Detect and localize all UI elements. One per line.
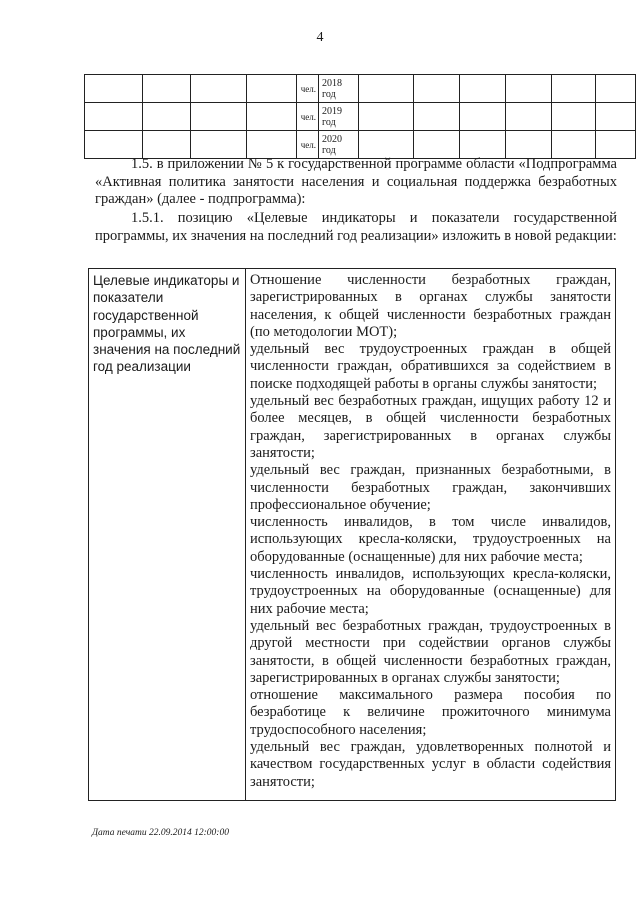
table-row	[85, 103, 636, 131]
table-row	[85, 131, 636, 159]
indicator-item: Отношение численности безработных граждан, зарегистрированных в органах службы занятости населения, к общей численности безработных граждан (по методологии МОТ);	[250, 272, 611, 340]
page-number: 4	[316, 30, 324, 45]
indicator-item: численность инвалидов, использующих кресла-коляски, трудоустроенных на оборудованные (оснащенные) для них рабочие места;	[250, 566, 611, 617]
print-date-footer: Дата печати 22.09.2014 12:00:00	[92, 828, 229, 838]
table-row	[85, 75, 636, 103]
unit-cell: чел.	[297, 103, 319, 131]
indicator-item: численность инвалидов, в том числе инвалидов, использующих кресла-коляски, трудоустроенных на оборудованные (оснащенные) для них рабочие места;	[250, 514, 611, 565]
indicators-table	[88, 268, 616, 801]
year-cell: 2018 год	[319, 75, 359, 103]
year-cell: 2020 год	[319, 131, 359, 159]
unit-cell: чел.	[297, 131, 319, 159]
indicator-item: отношение максимального размера пособия по безработице к величине прожиточного минимума трудоспособного населения;	[250, 687, 611, 738]
indicator-item: удельный вес безработных граждан, ищущих работу 12 и более месяцев, в общей численности безработных граждан, зарегистрированных в органах службы занятости;	[250, 393, 611, 461]
table-row	[89, 269, 616, 801]
indicator-item: удельный вес трудоустроенных граждан в общей численности граждан, обратившихся за содействием в поиске подходящей работы в органы службы занятости;	[250, 341, 611, 392]
continuation-table	[84, 74, 636, 159]
indicator-item: удельный вес граждан, удовлетворенных полнотой и качеством государственных услуг в области содействия занятости;	[250, 739, 611, 790]
indicators-label-cell: Целевые индикаторы и показатели государственной программы, их значения на последний год реализации	[89, 269, 246, 801]
year-cell: 2019 год	[319, 103, 359, 131]
paragraph-1-5: 1.5. в приложении № 5 к государственной программе области «Подпрограмма «Активная политика занятости населения и социальная поддержка безработных граждан» (далее - подпрограмма):	[95, 156, 617, 207]
indicators-list-cell	[246, 269, 616, 801]
indicator-item: удельный вес безработных граждан, трудоустроенных в другой местности при содействии органов службы занятости, в общей численности безработных граждан, зарегистрированных в органах службы занятости;	[250, 617, 611, 686]
indicator-item: удельный вес граждан, признанных безработными, в численности безработных граждан, закончивших профессиональное обучение;	[250, 462, 611, 513]
paragraph-1-5-1: 1.5.1. позицию «Целевые индикаторы и показатели государственной программы, их значения на последний год реализации» изложить в новой редакции:	[95, 210, 617, 244]
unit-cell: чел.	[297, 75, 319, 103]
